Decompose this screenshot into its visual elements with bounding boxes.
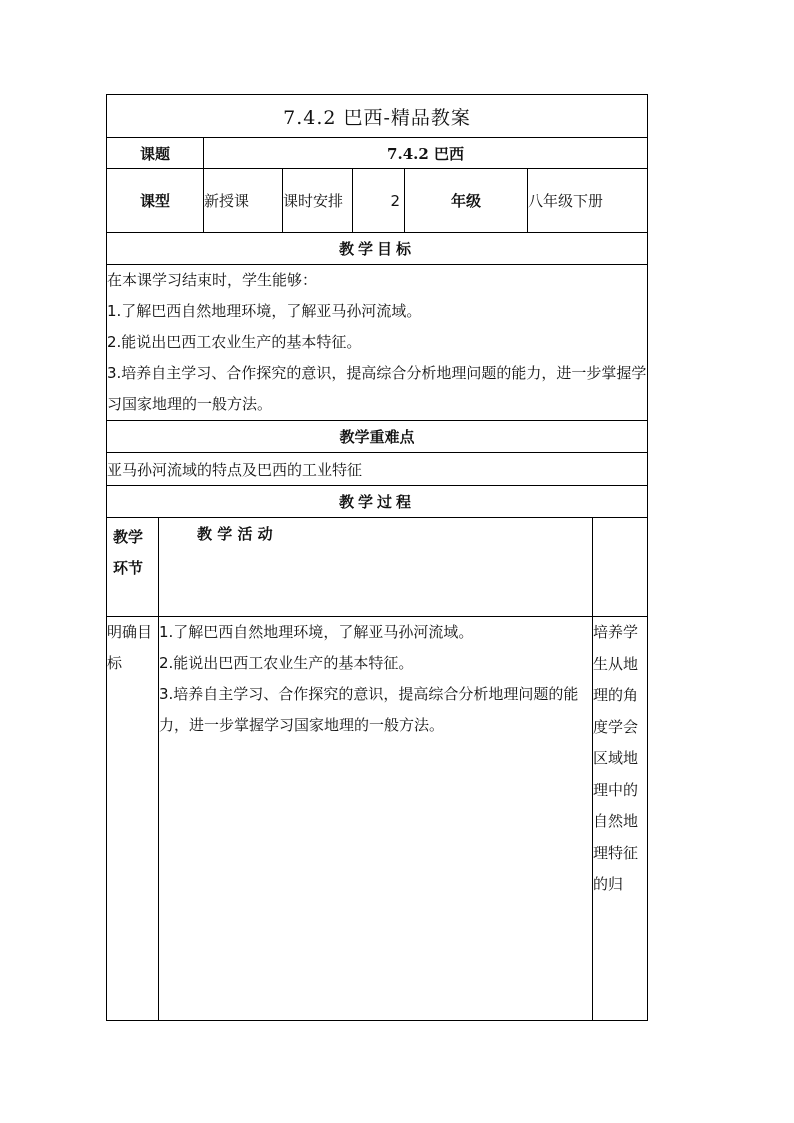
type-label: 课型 [107, 169, 204, 233]
type-value: 新授课 [204, 169, 283, 233]
objective-item-2: 2.能说出巴西工农业生产的基本特征。 [107, 333, 362, 351]
objective-item-1: 1.了解巴西自然地理环境，了解亚马孙河流域。 [107, 302, 422, 320]
note-cell: 培养学生从地理的角度学会区域地理中的自然地理特征的归 [593, 617, 648, 1021]
objectives-content [107, 265, 648, 421]
stage-column-header: 教学环节 [107, 518, 159, 617]
grade-value: 八年级下册 [528, 169, 648, 233]
stage-cell: 明确目标 [107, 617, 159, 1021]
topic-label: 课题 [107, 138, 204, 169]
note-column-header [593, 518, 648, 617]
objective-item-3: 3.培养自主学习、合作探究的意识，提高综合分析地理问题的能力，进一步掌握学习国家地理的一般方法。 [107, 364, 647, 413]
objectives-intro: 在本课学习结束时，学生能够： [107, 271, 318, 289]
activity-line-3: 3.培养自主学习、合作探究的意识，提高综合分析地理问题的能力，进一步掌握学习国家地理的一般方法。 [159, 685, 579, 734]
activity-line-1: 1.了解巴西自然地理环境，了解亚马孙河流域。 [159, 623, 474, 641]
activity-cell [159, 617, 593, 1021]
key-points-heading: 教学重难点 [107, 421, 648, 453]
objectives-heading: 教学目标 [107, 233, 648, 265]
lesson-plan-table [106, 94, 648, 1021]
hours-value: 2 [353, 169, 405, 233]
hours-label: 课时安排 [283, 169, 353, 233]
process-heading: 教学过程 [107, 486, 648, 518]
grade-label: 年级 [405, 169, 528, 233]
topic-value: 7.4.2 巴西 [204, 138, 648, 169]
activity-line-2: 2.能说出巴西工农业生产的基本特征。 [159, 654, 414, 672]
activity-column-header: 教 学 活 动 [159, 518, 593, 617]
key-points-text: 亚马孙河流域的特点及巴西的工业特征 [107, 453, 648, 486]
document-title: 7.4.2 巴西-精品教案 [107, 95, 648, 138]
